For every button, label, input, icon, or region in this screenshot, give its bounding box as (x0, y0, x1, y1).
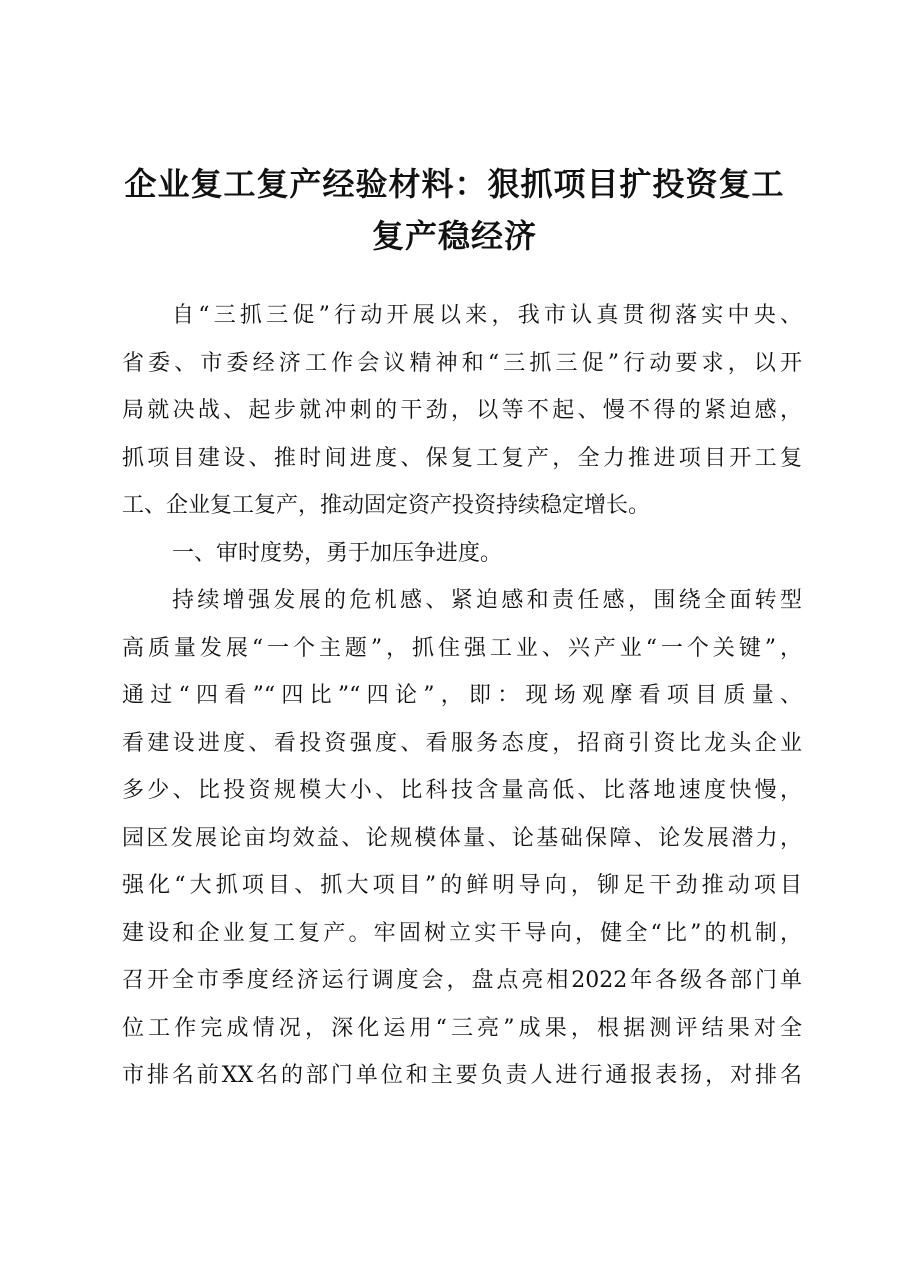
paragraph-line: 看建设进度、看投资强度、看服务态度，招商引资比龙头企业 (122, 730, 802, 756)
document-title (100, 158, 809, 262)
paragraph-line: 自“三抓三促”行动开展以来，我市认真贯彻落实中央、 (172, 303, 802, 328)
paragraph-line: 持续增强发展的危机感、紧迫感和责任感，围绕全面转型 (172, 588, 802, 613)
paragraph-line: 局就决战、起步就冲刺的干劲，以等不起、慢不得的紧迫感， (122, 398, 802, 423)
paragraph-line: 位工作完成情况，深化运用“三亮”成果，根据测评结果对全 (122, 1015, 802, 1041)
paragraph-line: 工、企业复工复产，推动固定资产投资持续稳定增长。 (122, 493, 651, 518)
paragraph-line: 建设和企业复工复产。牢固树立实干导向，健全“比”的机制， (122, 920, 802, 946)
title-line-2: 复产稳经济 (371, 217, 537, 255)
paragraph-line: 高质量发展“一个主题”，抓住强工业、兴产业“一个关键”， (122, 635, 802, 661)
paragraph-line: 市排名前XX名的部门单位和主要负责人进行通报表扬，对排名 (122, 1063, 802, 1088)
paragraph-line: 强化“大抓项目、抓大项目”的鲜明导向，铆足干劲推动项目 (122, 873, 802, 898)
paragraph-line: 抓项目建设、推时间进度、保复工复产，全力推进项目开工复 (122, 445, 802, 471)
section-heading: 一、审时度势，勇于加压争进度。 (172, 540, 503, 566)
document-body (122, 292, 802, 1100)
paragraph-line: 园区发展论亩均效益、论规模体量、论基础保障、论发展潜力， (122, 825, 802, 851)
paragraph-1 (122, 292, 802, 530)
paragraph-line: 省委、市委经济工作会议精神和“三抓三促”行动要求，以开 (122, 350, 802, 376)
title-line-1: 企业复工复产经验材料：狠抓项目扩投资复工 (124, 165, 785, 203)
paragraph-line: 通过“四看”“四比”“四论”，即：现场观摩看项目质量、 (122, 683, 802, 708)
paragraph-2 (122, 577, 802, 1100)
paragraph-line: 召开全市季度经济运行调度会，盘点亮相2022年各级各部门单 (122, 968, 802, 993)
paragraph-line: 多少、比投资规模大小、比科技含量高低、比落地速度快慢， (122, 778, 802, 803)
